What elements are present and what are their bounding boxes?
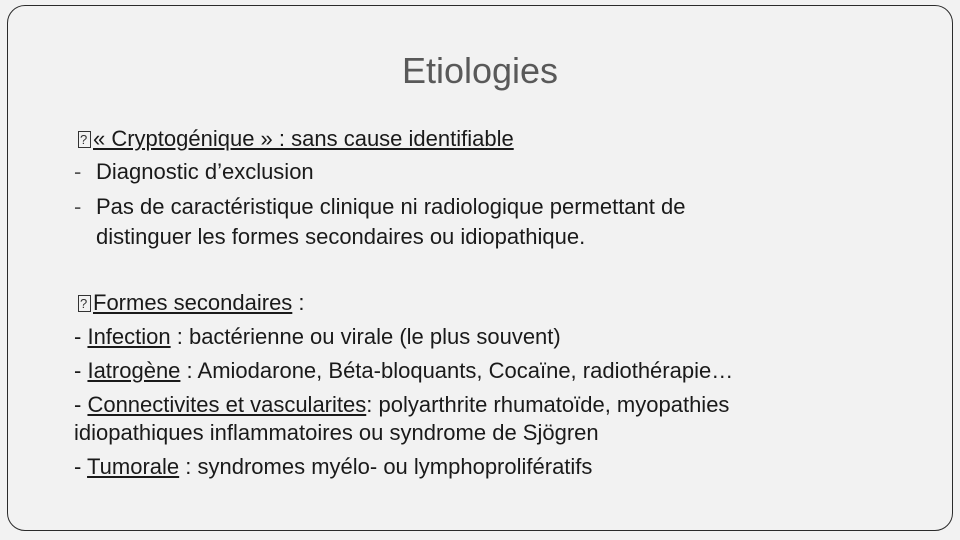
item-term: Infection xyxy=(87,324,171,349)
section2-item-continuation xyxy=(74,416,599,450)
section1-heading-line xyxy=(78,122,514,156)
item-rest: : polyarthrite rhumatoïde, myopathies xyxy=(366,392,730,417)
section2-item xyxy=(74,354,733,388)
item-rest: : bactérienne ou virale (le plus souvent) xyxy=(170,324,561,349)
item-prefix: - xyxy=(74,392,88,417)
section1-item xyxy=(74,190,685,224)
dash-marker: - xyxy=(74,194,82,219)
item-rest: idiopathiques inflammatoires ou syndrome de Sjögren xyxy=(74,420,599,445)
item-rest: : Amiodarone, Béta-bloquants, Cocaïne, radiothérapie… xyxy=(180,358,734,383)
section1-item xyxy=(74,155,314,189)
dash-marker: - xyxy=(74,159,82,184)
bullet-box-icon xyxy=(78,295,91,312)
slide-title: Etiologies xyxy=(401,50,559,91)
item-prefix: - xyxy=(74,324,88,349)
section1-heading: « Cryptogénique » : sans cause identifiable xyxy=(93,126,514,151)
section2-item xyxy=(74,320,561,354)
section1-item-text: Diagnostic d’exclusion xyxy=(96,159,314,184)
section2-item xyxy=(74,450,592,484)
item-prefix: - xyxy=(74,358,88,383)
item-rest: : syndromes myélo- ou lymphoprolifératifs xyxy=(179,454,593,479)
section2-heading-line xyxy=(78,286,305,320)
item-term: Tumorale xyxy=(87,454,180,479)
section1-item-text: Pas de caractéristique clinique ni radiologique permettant de xyxy=(96,194,686,219)
bullet-box-icon xyxy=(78,131,91,148)
item-term: Connectivites et vascularites xyxy=(87,392,367,417)
section1-item-continuation: distinguer les formes secondaires ou idiopathique. xyxy=(96,224,586,249)
item-term: Iatrogène xyxy=(87,358,181,383)
section2-heading: Formes secondaires xyxy=(93,290,293,315)
item-prefix: - xyxy=(74,454,88,479)
section2-heading-suffix: : xyxy=(292,290,305,315)
